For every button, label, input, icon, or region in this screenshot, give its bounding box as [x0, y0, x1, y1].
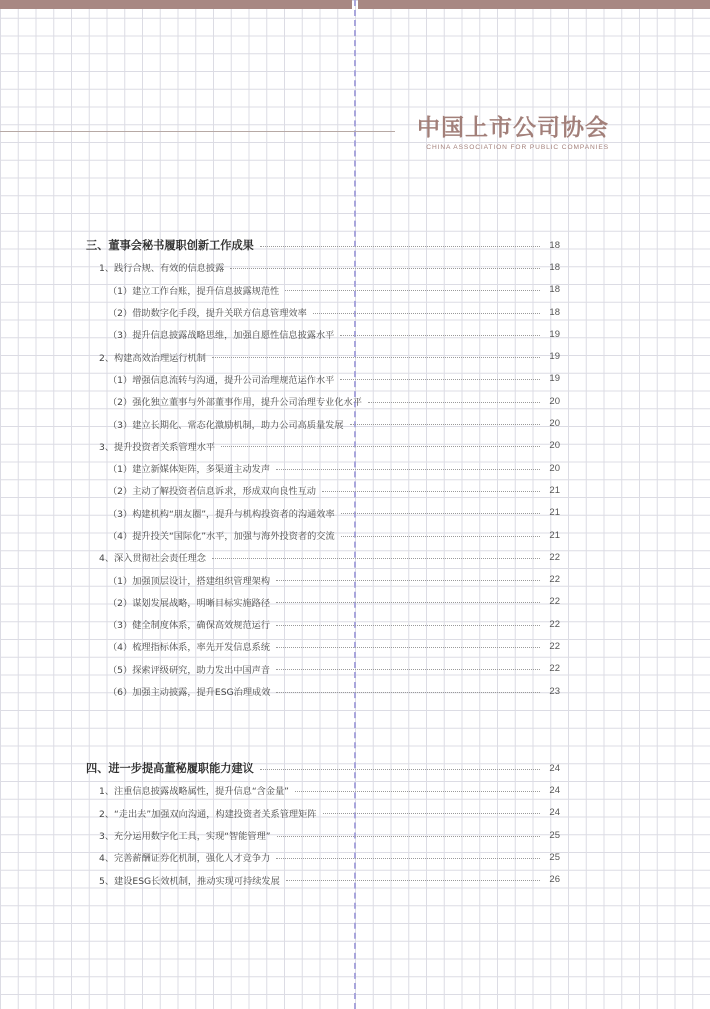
toc-entry[interactable] — [86, 412, 560, 434]
toc-page-number: 24 — [549, 807, 560, 819]
dot-leader — [286, 880, 540, 881]
toc-entry-label: （3）建立长期化、常态化激励机制，助力公司高质量发展 — [108, 419, 344, 431]
toc-page-number: 21 — [549, 529, 560, 541]
dot-leader — [276, 858, 540, 859]
toc-entry[interactable] — [86, 613, 560, 635]
toc-page-number: 20 — [549, 395, 560, 407]
toc-entry-label: 1、践行合规、有效的信息披露 — [99, 263, 225, 275]
dot-leader — [341, 513, 540, 514]
toc-entry[interactable] — [86, 524, 560, 546]
toc-page-number: 19 — [549, 373, 560, 385]
dot-leader — [285, 290, 540, 291]
toc-page-number: 18 — [549, 239, 560, 251]
logo-english-name: CHINA ASSOCIATION FOR PUBLIC COMPANIES — [426, 144, 609, 151]
toc-page-number: 19 — [549, 328, 560, 340]
toc-page-number: 22 — [549, 551, 560, 563]
toc-entry-label: （1）加强顶层设计，搭建组织管理架构 — [108, 575, 271, 587]
toc-entry-label: （6）加强主动披露，提升ESG治理成效 — [108, 687, 271, 699]
toc-entry[interactable] — [86, 635, 560, 657]
toc-entry-label: （3）健全制度体系，确保高效规范运行 — [108, 620, 271, 632]
dot-leader — [341, 536, 540, 537]
toc-page-number: 24 — [549, 762, 560, 774]
toc-entry[interactable] — [86, 824, 560, 846]
toc-entry-label: （2）主动了解投资者信息诉求，形成双向良性互动 — [108, 486, 316, 498]
toc-entry-label: （3）提升信息披露战略思维，加强自愿性信息披露水平 — [108, 330, 335, 342]
toc-entry[interactable] — [86, 502, 560, 524]
toc-entry[interactable] — [86, 568, 560, 590]
logo-chinese-name: 中国上市公司协会 — [417, 114, 609, 141]
dot-leader — [368, 402, 540, 403]
toc-page-number: 25 — [549, 829, 560, 841]
toc-page-number: 22 — [549, 618, 560, 630]
toc-page-number: 22 — [549, 640, 560, 652]
toc-entry[interactable] — [86, 390, 560, 412]
toc-entry-label: （1）建立工作台账，提升信息披露规范性 — [108, 285, 280, 297]
toc-entry-label: （2）强化独立董事与外部董事作用，提升公司治理专业化水平 — [108, 397, 362, 409]
toc-entry[interactable] — [86, 368, 560, 390]
toc-page-number: 23 — [549, 685, 560, 697]
dot-leader — [260, 246, 540, 247]
toc-entry[interactable] — [86, 256, 560, 278]
dot-leader — [230, 268, 540, 269]
toc-entry-label: 4、深入贯彻社会责任理念 — [99, 553, 206, 565]
dot-leader — [276, 580, 540, 581]
toc-entry-label: （2）谋划发展战略，明晰目标实施路径 — [108, 597, 271, 609]
toc-entry[interactable] — [86, 802, 560, 824]
toc-entry[interactable] — [86, 546, 560, 568]
toc-entry-label: （4）梳理指标体系，率先开发信息系统 — [108, 642, 271, 654]
dot-leader — [276, 669, 540, 670]
toc-entry-label: 三、董事会秘书履职创新工作成果 — [86, 239, 254, 253]
dot-leader — [277, 836, 540, 837]
toc-entry[interactable] — [86, 279, 560, 301]
dot-leader — [340, 379, 540, 380]
dot-leader — [276, 602, 540, 603]
dot-leader — [212, 357, 540, 358]
toc-entry-label: 2、构建高效治理运行机制 — [99, 352, 206, 364]
toc-page-number: 18 — [549, 284, 560, 296]
toc-page-number: 21 — [549, 507, 560, 519]
toc-entry[interactable] — [86, 323, 560, 345]
association-logo — [417, 114, 609, 153]
toc-page-number: 21 — [549, 484, 560, 496]
dot-leader — [212, 558, 540, 559]
dot-leader — [276, 692, 540, 693]
toc-page-number: 20 — [549, 418, 560, 430]
toc-entry[interactable] — [86, 435, 560, 457]
dot-leader — [276, 469, 540, 470]
dot-leader — [322, 491, 540, 492]
dot-leader — [276, 647, 540, 648]
toc-entry[interactable] — [86, 868, 560, 890]
toc-entry-label: （5）探索评级研究，助力发出中国声音 — [108, 664, 271, 676]
toc-entry[interactable] — [86, 779, 560, 801]
toc-entry-label: （1）建立新媒体矩阵，多渠道主动发声 — [108, 464, 271, 476]
toc-page-number: 22 — [549, 596, 560, 608]
dot-leader — [295, 791, 540, 792]
toc-entry-label: 四、进一步提高董秘履职能力建议 — [86, 762, 254, 776]
toc-entry-label: 2、“走出去”加强双向沟通，构建投资者关系管理矩阵 — [99, 808, 317, 820]
toc-entry-label: 1、注重信息披露战略属性，提升信息“含金量” — [99, 786, 289, 798]
toc-section-4 — [86, 757, 560, 891]
toc-entry[interactable] — [86, 658, 560, 680]
toc-heading[interactable] — [86, 234, 560, 256]
dot-leader — [260, 769, 540, 770]
toc-entry-label: 3、充分运用数字化工具，实现“智能管理” — [99, 831, 271, 843]
dot-leader — [323, 813, 541, 814]
toc-entry[interactable] — [86, 591, 560, 613]
top-accent-bar-right — [358, 0, 710, 9]
toc-page-number: 20 — [549, 462, 560, 474]
toc-page-number: 22 — [549, 663, 560, 675]
dot-leader — [313, 313, 540, 314]
toc-page-number: 20 — [549, 440, 560, 452]
toc-entry[interactable] — [86, 846, 560, 868]
toc-page-number: 18 — [549, 261, 560, 273]
toc-page-number: 24 — [549, 784, 560, 796]
dot-leader — [221, 446, 540, 447]
toc-page-number: 22 — [549, 574, 560, 586]
toc-entry-label: （2）借助数字化手段，提升关联方信息管理效率 — [108, 308, 307, 320]
toc-entry[interactable] — [86, 680, 560, 702]
toc-page-number: 25 — [549, 851, 560, 863]
dot-leader — [350, 424, 540, 425]
toc-page-number: 18 — [549, 306, 560, 318]
header-rule — [0, 131, 395, 132]
toc-entry[interactable] — [86, 457, 560, 479]
toc-entry-label: 4、完善薪酬证券化机制，强化人才竞争力 — [99, 853, 271, 865]
toc-page-number: 26 — [549, 874, 560, 886]
toc-page-number: 19 — [549, 351, 560, 363]
toc-entry-label: 5、建设ESG长效机制，推动实现可持续发展 — [99, 875, 280, 887]
toc-entry[interactable] — [86, 301, 560, 323]
dot-leader — [276, 625, 540, 626]
toc-entry[interactable] — [86, 345, 560, 367]
toc-heading[interactable] — [86, 757, 560, 779]
toc-entry-label: （4）提升投关“国际化”水平，加强与海外投资者的交流 — [108, 531, 335, 542]
dot-leader — [340, 335, 540, 336]
top-accent-bar-left — [0, 0, 352, 9]
toc-entry[interactable] — [86, 479, 560, 501]
toc-entry-label: 3、提升投资者关系管理水平 — [99, 441, 216, 453]
toc-entry-label: （1）增强信息流转与沟通，提升公司治理规范运作水平 — [108, 374, 335, 386]
toc-entry-label: （3）构建机构“朋友圈”，提升与机构投资者的沟通效率 — [108, 508, 335, 520]
toc-section-3 — [86, 234, 560, 702]
